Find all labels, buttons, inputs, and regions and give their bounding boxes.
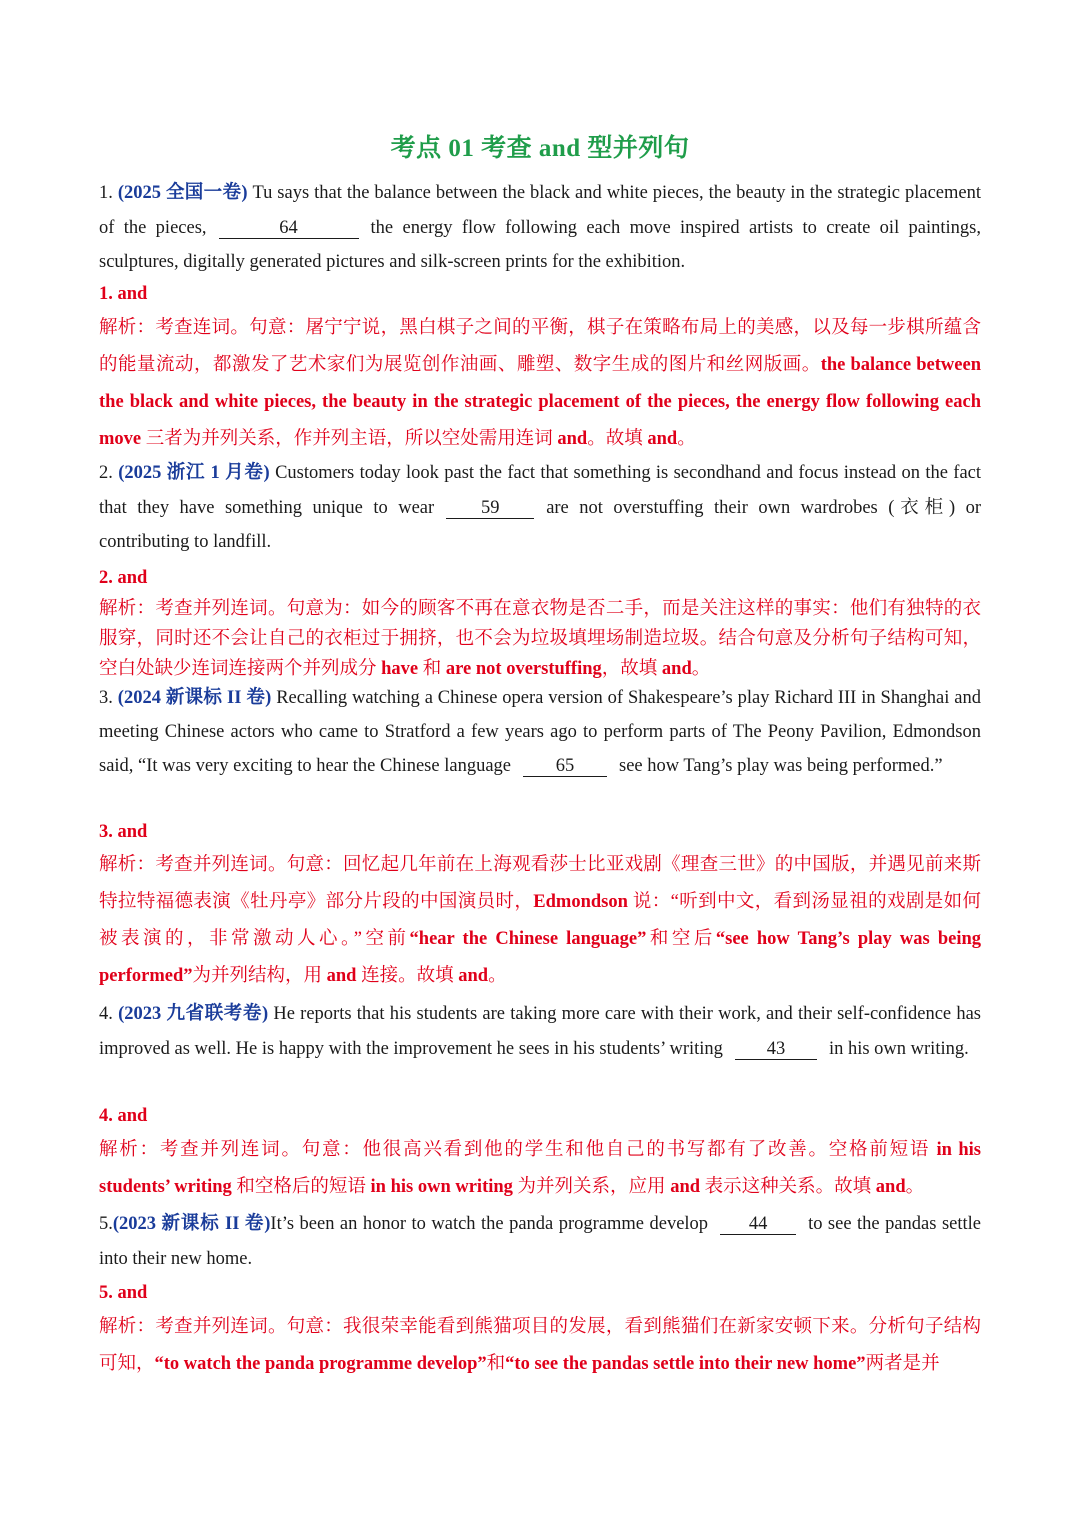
explanation-text: 和空格后的短语: [231, 1177, 371, 1197]
explanation-text: 和空后: [646, 929, 716, 949]
explanation-1: [99, 310, 981, 458]
explanation-emphasis: the balance between the black and white pieces, the beauty in the strategic placement of the pieces, the energy flow following each move: [99, 355, 981, 449]
answer-2: 2. and: [99, 568, 148, 588]
explanation-text: 解析：考查并列连词。句意：回忆起几年前在上海观看莎士比亚戏剧《理查三世》的中国版，并遇见前来斯特拉特福德表演《牡丹亭》部分片段的中国演员时，: [99, 855, 981, 912]
explanation-text: 为并列关系，应用: [512, 1177, 671, 1197]
question-number: 2.: [99, 463, 119, 483]
question-source: (2023 九省联考卷): [118, 1004, 269, 1024]
question-text-before: Recalling watching a Chinese opera version of Shakespeare’s play Richard III in Shanghai and meeting Chinese actors who came to Stratford a few years ago to perform parts of The Peony Pavilion, Edmondson said, “It was very exciting to hear the Chinese language: [99, 688, 981, 776]
page-title: 考点 01 考查 and 型并列句: [390, 135, 690, 162]
explanation-text: 表示这种关系。故填: [700, 1177, 876, 1197]
explanation-emphasis: and: [458, 966, 489, 986]
explanation-emphasis: and: [326, 966, 357, 986]
question-text-before: It’s been an honor to watch the panda programme develop: [270, 1214, 709, 1234]
question-text-before: He reports that his students are taking more care with their work, and their self-confidence has improved as well. He is happy with the improvement he sees in his students’ writing: [99, 1004, 982, 1059]
explanation-emphasis: and: [661, 659, 692, 679]
question-text-after: in his own writing.: [828, 1038, 969, 1059]
explanation-emphasis: Edmondson: [533, 892, 628, 912]
explanation-text: 。: [905, 1177, 925, 1197]
question-4: [99, 997, 981, 1066]
question-blank: 43: [735, 1039, 817, 1060]
answer-4: 4. and: [99, 1106, 148, 1126]
explanation-emphasis: in his students’ writing: [99, 1140, 981, 1197]
explanation-text: 解析：考查并列连词。句意：我很荣幸能看到熊猫项目的发展，看到熊猫们在新家安顿下来。分析句子结构可知，: [99, 1317, 981, 1374]
explanation-4: [99, 1132, 981, 1206]
explanation-text: 和: [418, 659, 446, 679]
explanation-text: 。故填: [587, 429, 648, 449]
explanation-emphasis: are not overstuffing: [445, 659, 602, 679]
explanation-text: 连接。故填: [356, 966, 459, 986]
explanation-text: 。: [691, 659, 711, 679]
explanation-emphasis: and: [670, 1177, 701, 1197]
explanation-text: 为并列结构，用: [192, 966, 327, 986]
explanation-2: [99, 594, 981, 684]
question-text-before: Customers today look past the fact that something is secondhand and focus instead on the fact that they have something unique to wear: [99, 463, 982, 518]
answer-5: 5. and: [99, 1283, 148, 1303]
question-blank: 44: [720, 1214, 796, 1235]
question-number: 1.: [99, 183, 118, 203]
explanation-emphasis: “hear the Chinese language”: [409, 929, 647, 949]
question-1: [99, 176, 981, 280]
explanation-text: 。: [488, 966, 507, 986]
explanation-text: 三者为并列关系，作并列主语，所以空处需用连词: [141, 429, 558, 449]
explanation-text: 解析：考查并列连词。句意：他很高兴看到他的学生和他自己的书写都有了改善。空格前短语: [99, 1140, 937, 1160]
question-blank: 59: [446, 498, 534, 519]
question-text-after: to see the pandas settle into their new home.: [99, 1214, 981, 1269]
question-2: [99, 456, 981, 560]
explanation-3: [99, 847, 981, 995]
answer-1: 1. and: [99, 284, 148, 304]
explanation-text: 两者是并: [865, 1354, 940, 1374]
question-blank: 64: [219, 218, 359, 239]
explanation-text: 解析：考查并列连词。句意为：如今的顾客不再在意衣物是否二手，而是关注这样的事实：他们有独特的衣服穿，同时还不会让自己的衣柜过于拥挤，也不会为垃圾填埋场制造垃圾。结合句意及分析句子结构可知，空白处缺少连词连接两个并列成分: [99, 599, 981, 679]
question-number: 4.: [99, 1004, 119, 1024]
question-number: 5.: [99, 1214, 113, 1234]
explanation-text: 。: [677, 429, 696, 449]
question-number: 3.: [99, 688, 118, 708]
explanation-5: [99, 1309, 981, 1383]
question-3: [99, 681, 981, 783]
question-source: (2025 浙江 1 月卷): [118, 463, 270, 483]
question-text-after: the energy flow following each move inspired artists to create oil paintings, sculptures, digitally generated pictures and silk-screen prints for the exhibition.: [99, 217, 981, 272]
explanation-emphasis: and: [557, 429, 588, 449]
question-text-after: see how Tang’s play was being performed.”: [619, 756, 943, 776]
explanation-emphasis: have: [381, 659, 419, 679]
question-source: (2025 全国一卷): [117, 183, 248, 203]
explanation-emphasis: “to watch the panda programme develop”: [154, 1354, 487, 1374]
question-source: (2024 新课标 II 卷): [117, 688, 272, 708]
explanation-text: 说：“听到中文，看到汤显祖的戏剧是如何被表演的，非常激动人心。”空前: [99, 892, 981, 949]
explanation-text: 和: [486, 1354, 506, 1374]
question-text-after: are not overstuffing their own wardrobes (衣柜) or contributing to landfill.: [99, 497, 982, 552]
explanation-emphasis: and: [647, 429, 678, 449]
question-blank: 65: [523, 756, 607, 777]
answer-3: 3. and: [99, 822, 148, 842]
explanation-emphasis: in his own writing: [370, 1177, 513, 1197]
explanation-emphasis: “to see the pandas settle into their new home”: [505, 1354, 866, 1374]
explanation-emphasis: and: [875, 1177, 906, 1197]
question-source: (2023 新课标 II 卷): [112, 1214, 271, 1234]
explanation-text: 解析：考查连词。句意：屠宁宁说，黑白棋子之间的平衡，棋子在策略布局上的美感，以及每一步棋所蕴含的能量流动，都激发了艺术家们为展览创作油画、雕塑、数字生成的图片和丝网版画。: [99, 318, 981, 375]
question-text-before: Tu says that the balance between the black and white pieces, the beauty in the strategic placement of the pieces,: [99, 183, 981, 238]
explanation-emphasis: “see how Tang’s play was being performed”: [99, 929, 981, 986]
explanation-text: ，故填: [601, 659, 662, 679]
question-5: [99, 1207, 981, 1276]
